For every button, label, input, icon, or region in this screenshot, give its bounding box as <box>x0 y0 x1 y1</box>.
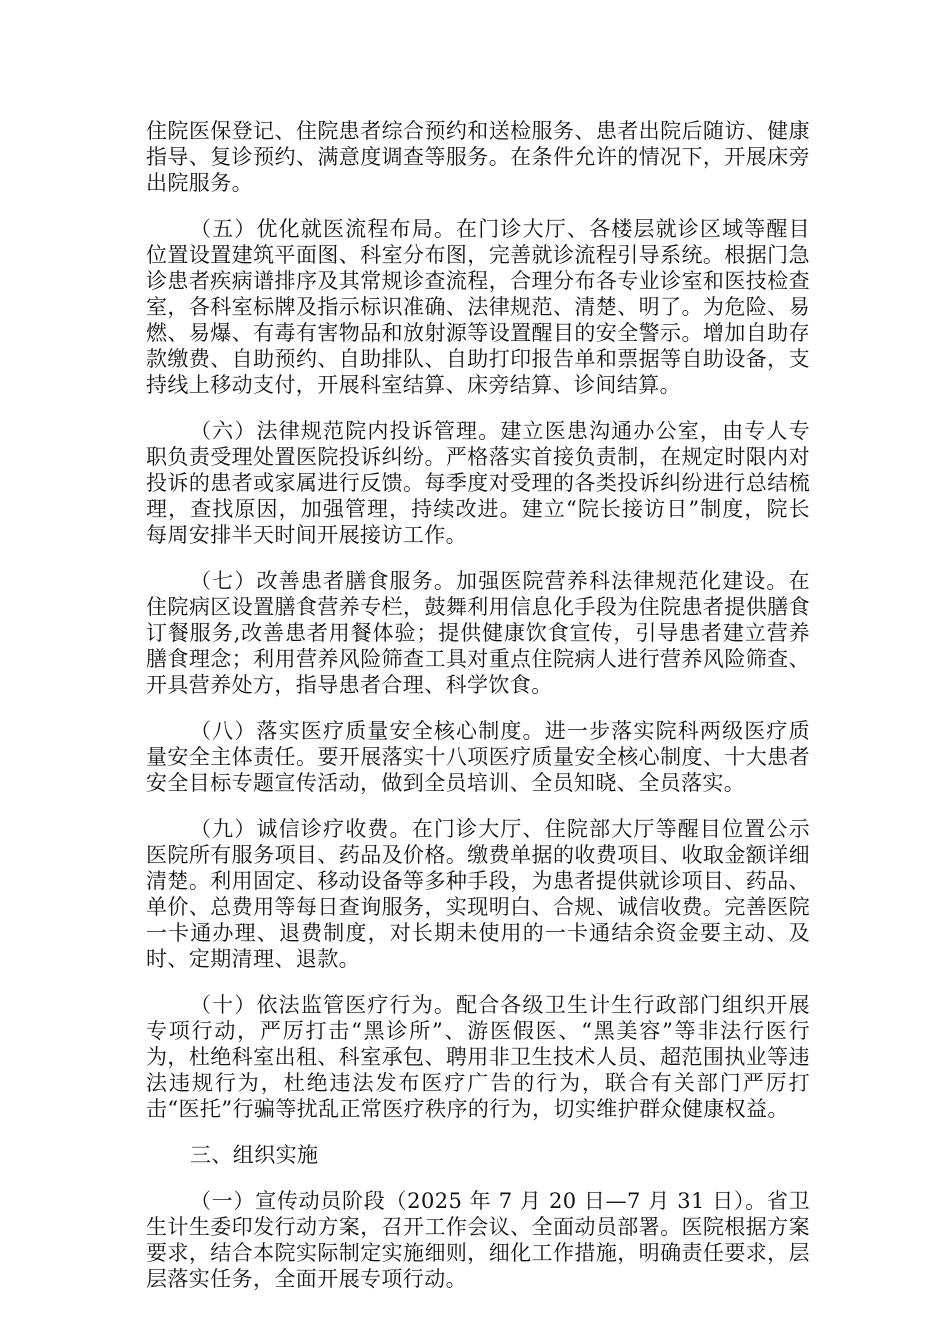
paragraph-legal-supervision: （十）依法监管医疗行为。配合各级卫生计生行政部门组织开展专项行动，严厉打击“黑诊所”、游医假医、“黑美容”等非法行医行为，杜绝科室出租、科室承包、聘用非卫生技术人员、超范围执业等违法违规行为，杜绝违法发布医疗广告的行为，联合有关部门严厉打击“医托”行骗等扰乱正常医疗秩序的行为，切实维护群众健康权益。 <box>146 993 810 1121</box>
section-heading: 三、组织实施 <box>190 1143 319 1167</box>
paragraph-optimize-workflow: （五）优化就医流程布局。在门诊大厅、各楼层就诊区域等醒目位置设置建筑平面图、科室分布图，完善就诊流程引导系统。根据门急诊患者疾病谱排序及其常规诊查流程，合理分布各专业诊室和医技检查室，各科室标牌及指示标识准确、法律规范、清楚、明了。为危险、易燃、易爆、有毒有害物品和放射源等设置醒目的安全警示。增加自助存款缴费、自助预约、自助排队、自助打印报告单和票据等自助设备，支持线上移动支付，开展科室结算、床旁结算、诊间结算。 <box>146 217 810 397</box>
document-page <box>146 118 810 1292</box>
paragraph-honest-charging: （九）诚信诊疗收费。在门诊大厅、住院部大厅等醒目位置公示医院所有服务项目、药品及价格。缴费单据的收费项目、收取金额详细清楚。利用固定、移动设备等多种手段，为患者提供就诊项目、药品、单价、总费用等每日查询服务，实现明白、合规、诚信收费。完善医院一卡通办理、退费制度，对长期未使用的一卡通结余资金要主动、及时、定期清理、退款。 <box>146 817 810 971</box>
paragraph-meal-service: （七）改善患者膳食服务。加强医院营养科法律规范化建设。在住院病区设置膳食营养专栏，鼓舞利用信息化手段为住院患者提供膳食订餐服务,改善患者用餐体验；提供健康饮食宣传，引导患者建立营养膳食理念；利用营养风险筛查工具对重点住院病人进行营养风险筛查、开具营养处方，指导患者合理、科学饮食。 <box>146 569 810 697</box>
paragraph-mobilization-stage: （一）宣传动员阶段（2025 年 7 月 20 日—7 月 31 日）。省卫生计生委印发行动方案，召开工作会议、全面动员部署。医院根据方案要求，结合本院实际制定实施细则，细化工作措施，明确责任要求，层层落实任务，全面开展专项行动。 <box>146 1189 810 1291</box>
paragraph-continued: 住院医保登记、住院患者综合预约和送检服务、患者出院后随访、健康指导、复诊预约、满意度调查等服务。在条件允许的情况下，开展床旁出院服务。 <box>146 119 810 195</box>
paragraph-quality-safety: （八）落实医疗质量安全核心制度。进一步落实院科两级医疗质量安全主体责任。要开展落实十八项医疗质量安全核心制度、十大患者安全目标专题宣传活动，做到全员培训、全员知晓、全员落实。 <box>146 719 810 795</box>
paragraph-complaint-management: （六）法律规范院内投诉管理。建立医患沟通办公室，由专人专职负责受理处置医院投诉纠纷。严格落实首接负责制，在规定时限内对投诉的患者或家属进行反馈。每季度对受理的各类投诉纠纷进行总结梳理，查找原因，加强管理，持续改进。建立“院长接访日”制度，院长每周安排半天时间开展接访工作。 <box>146 419 810 547</box>
